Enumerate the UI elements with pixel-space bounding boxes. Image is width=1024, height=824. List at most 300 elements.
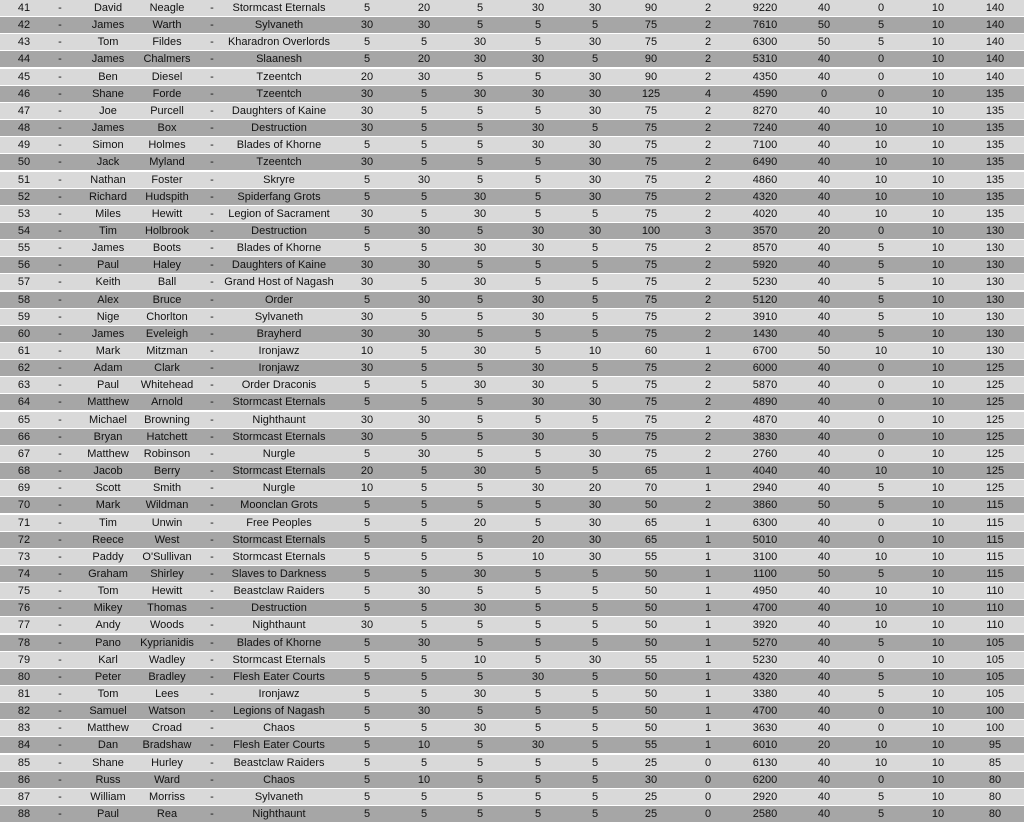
cell-bonus2: 0	[877, 533, 885, 546]
cell-score: 130	[985, 310, 1005, 323]
cell-dash1: -	[58, 242, 62, 255]
cell-points: 3830	[752, 430, 778, 443]
table-row	[0, 703, 1024, 720]
cell-c1: 5	[363, 756, 371, 769]
cell-c2: 5	[420, 139, 428, 152]
cell-c1: 5	[363, 567, 371, 580]
cell-c2: 5	[420, 756, 428, 769]
cell-bonus1: 40	[817, 482, 831, 495]
cell-c2: 5	[420, 653, 428, 666]
cell-wins: 2	[704, 327, 712, 340]
cell-rank: 52	[17, 190, 31, 203]
cell-c1: 5	[363, 516, 371, 529]
cell-c4: 5	[534, 190, 542, 203]
cell-faction: Flesh Eater Courts	[233, 739, 325, 752]
cell-bonus3: 10	[931, 516, 945, 529]
cell-score: 115	[986, 550, 1004, 563]
table-row	[0, 51, 1024, 68]
cell-score: 125	[985, 465, 1005, 478]
cell-last-name: Hatchett	[146, 430, 188, 443]
cell-c5: 30	[588, 156, 602, 169]
cell-rank: 64	[17, 396, 31, 409]
cell-points: 6200	[752, 773, 778, 786]
table-row	[0, 789, 1024, 806]
cell-c3: 5	[476, 259, 484, 272]
cell-bonus2: 5	[877, 688, 885, 700]
cell-bonus3: 10	[931, 773, 945, 786]
cell-first-name: Shane	[92, 756, 124, 769]
cell-points: 4700	[752, 602, 778, 615]
cell-dash2: -	[210, 739, 214, 752]
cell-c4: 30	[531, 139, 545, 152]
cell-c2: 30	[417, 413, 431, 426]
cell-c1: 5	[363, 550, 371, 563]
cell-bonus2: 0	[877, 773, 885, 786]
cell-c3: 5	[476, 104, 484, 117]
cell-last-name: Haley	[152, 259, 182, 272]
cell-first-name: Richard	[89, 190, 127, 203]
cell-c4: 5	[534, 413, 542, 426]
cell-total: 55	[644, 550, 658, 563]
cell-points: 4320	[752, 190, 778, 203]
cell-c4: 5	[534, 156, 542, 169]
cell-first-name: Matthew	[87, 447, 129, 460]
cell-wins: 2	[704, 173, 712, 186]
cell-total: 25	[644, 790, 658, 803]
cell-first-name: Miles	[95, 207, 121, 220]
cell-total: 65	[644, 533, 658, 546]
cell-c1: 5	[363, 173, 371, 186]
cell-dash2: -	[210, 224, 214, 237]
cell-rank: 48	[17, 122, 31, 135]
cell-dash2: -	[210, 36, 214, 49]
cell-last-name: Robinson	[143, 447, 191, 460]
cell-dash2: -	[210, 53, 214, 66]
cell-score: 125	[985, 430, 1005, 443]
cell-dash2: -	[210, 19, 214, 32]
cell-score: 130	[985, 259, 1005, 272]
cell-total: 65	[644, 516, 658, 529]
cell-bonus1: 40	[817, 139, 831, 152]
cell-score: 135	[985, 173, 1005, 186]
cell-bonus2: 0	[877, 447, 885, 460]
cell-last-name: Arnold	[151, 396, 183, 409]
table-row	[0, 17, 1024, 34]
cell-bonus3: 10	[931, 653, 945, 666]
cell-bonus3: 10	[931, 705, 945, 718]
cell-score: 130	[985, 276, 1005, 289]
cell-points: 4870	[752, 413, 778, 426]
table-row	[0, 326, 1024, 343]
cell-rank: 88	[17, 808, 31, 821]
cell-c3: 5	[476, 739, 484, 752]
cell-bonus1: 40	[817, 259, 831, 272]
cell-c2: 5	[420, 207, 428, 220]
cell-first-name: William	[90, 790, 126, 803]
cell-dash1: -	[58, 447, 62, 460]
cell-c2: 30	[417, 70, 431, 83]
cell-points: 5230	[752, 276, 778, 289]
cell-c5: 30	[588, 190, 602, 203]
cell-c5: 30	[588, 653, 602, 666]
cell-c4: 30	[531, 362, 545, 375]
cell-c1: 5	[363, 688, 371, 700]
cell-bonus1: 40	[817, 636, 831, 649]
cell-c5: 5	[591, 739, 599, 752]
cell-faction: Slaves to Darkness	[231, 567, 327, 580]
cell-wins: 2	[704, 2, 712, 14]
cell-bonus2: 10	[874, 602, 888, 615]
cell-c2: 5	[420, 465, 428, 478]
cell-c5: 5	[591, 362, 599, 375]
cell-c2: 30	[417, 585, 431, 598]
cell-c4: 5	[534, 70, 542, 83]
cell-rank: 41	[17, 2, 31, 14]
cell-faction: Tzeentch	[256, 156, 302, 169]
cell-points: 6300	[752, 516, 778, 529]
cell-bonus2: 0	[877, 413, 885, 426]
cell-c2: 5	[420, 242, 428, 255]
cell-score: 135	[985, 190, 1005, 203]
cell-total: 75	[644, 379, 658, 392]
cell-c5: 5	[591, 567, 599, 580]
cell-total: 75	[644, 413, 658, 426]
cell-dash2: -	[210, 379, 214, 392]
cell-dash1: -	[58, 413, 62, 426]
cell-c3: 30	[473, 722, 487, 735]
cell-c3: 5	[476, 156, 484, 169]
cell-dash1: -	[58, 87, 62, 100]
cell-last-name: Morriss	[148, 790, 186, 803]
cell-total: 50	[644, 636, 658, 649]
cell-score: 115	[986, 516, 1004, 529]
cell-total: 50	[644, 567, 658, 580]
cell-faction: Stormcast Eternals	[232, 396, 326, 409]
cell-bonus3: 10	[931, 19, 945, 32]
cell-bonus1: 0	[820, 87, 828, 100]
cell-dash2: -	[210, 310, 214, 323]
cell-c5: 30	[588, 87, 602, 100]
cell-dash1: -	[58, 790, 62, 803]
cell-total: 50	[644, 705, 658, 718]
cell-bonus1: 40	[817, 156, 831, 169]
cell-c1: 10	[360, 482, 374, 495]
cell-c5: 5	[591, 207, 599, 220]
cell-wins: 1	[704, 722, 712, 735]
cell-first-name: Paul	[96, 379, 120, 392]
cell-c3: 5	[476, 670, 484, 683]
table-row	[0, 463, 1024, 480]
cell-last-name: Wildman	[145, 499, 189, 512]
cell-bonus1: 40	[817, 122, 831, 135]
cell-c3: 30	[473, 53, 487, 66]
cell-rank: 62	[17, 362, 31, 375]
table-row	[0, 566, 1024, 583]
cell-last-name: Eveleigh	[145, 327, 189, 340]
cell-c3: 30	[473, 602, 487, 615]
cell-bonus1: 40	[817, 447, 831, 460]
cell-bonus3: 10	[931, 602, 945, 615]
cell-bonus2: 5	[877, 482, 885, 495]
cell-c2: 5	[420, 104, 428, 117]
cell-bonus1: 40	[817, 756, 831, 769]
cell-dash1: -	[58, 345, 62, 357]
cell-c3: 5	[476, 2, 484, 14]
cell-c4: 5	[534, 207, 542, 220]
cell-bonus2: 10	[874, 585, 888, 598]
cell-c1: 30	[360, 413, 374, 426]
cell-c4: 30	[531, 396, 545, 409]
cell-score: 100	[985, 722, 1005, 735]
cell-c2: 30	[417, 636, 431, 649]
cell-bonus1: 40	[817, 705, 831, 718]
cell-total: 55	[644, 739, 658, 752]
cell-c1: 5	[363, 190, 371, 203]
cell-points: 4590	[752, 87, 778, 100]
cell-score: 80	[988, 773, 1002, 786]
cell-wins: 2	[704, 259, 712, 272]
cell-score: 140	[985, 53, 1005, 66]
cell-dash2: -	[210, 190, 214, 203]
cell-dash1: -	[58, 482, 62, 495]
cell-first-name: Reece	[92, 533, 124, 546]
cell-last-name: Lees	[155, 688, 179, 700]
cell-faction: Ironjawz	[258, 362, 300, 375]
cell-c5: 30	[588, 2, 602, 14]
cell-c4: 5	[534, 653, 542, 666]
cell-c4: 5	[534, 327, 542, 340]
cell-bonus1: 20	[817, 224, 831, 237]
cell-wins: 2	[704, 70, 712, 83]
cell-rank: 73	[17, 550, 31, 563]
cell-wins: 0	[704, 756, 712, 769]
cell-points: 5120	[752, 293, 778, 306]
cell-faction: Sylvaneth	[254, 19, 304, 32]
table-row	[0, 86, 1024, 103]
cell-points: 7610	[752, 19, 778, 32]
cell-bonus2: 10	[874, 156, 888, 169]
cell-points: 8570	[752, 242, 778, 255]
cell-c3: 30	[473, 276, 487, 289]
cell-c1: 20	[360, 465, 374, 478]
cell-points: 3630	[752, 722, 778, 735]
cell-c4: 30	[531, 670, 545, 683]
cell-c5: 5	[591, 808, 599, 821]
cell-faction: Stormcast Eternals	[232, 430, 326, 443]
cell-c1: 5	[363, 773, 371, 786]
cell-bonus1: 40	[817, 310, 831, 323]
cell-dash1: -	[58, 2, 62, 14]
cell-wins: 1	[704, 533, 712, 546]
cell-rank: 72	[17, 533, 31, 546]
cell-wins: 2	[704, 122, 712, 135]
cell-c3: 5	[476, 430, 484, 443]
cell-first-name: Mikey	[93, 602, 123, 615]
cell-bonus3: 10	[931, 190, 945, 203]
cell-last-name: O'Sullivan	[142, 550, 192, 563]
cell-c1: 5	[363, 670, 371, 683]
cell-wins: 1	[704, 653, 712, 666]
cell-c1: 5	[363, 53, 371, 66]
cell-points: 3570	[752, 224, 778, 237]
cell-last-name: Hewitt	[151, 207, 183, 220]
cell-bonus3: 10	[931, 36, 945, 49]
cell-dash2: -	[210, 567, 214, 580]
cell-bonus3: 10	[931, 310, 945, 323]
cell-c5: 20	[588, 482, 602, 495]
cell-faction: Free Peoples	[246, 516, 312, 529]
cell-points: 2920	[752, 790, 778, 803]
cell-c4: 30	[531, 739, 545, 752]
cell-bonus1: 40	[817, 516, 831, 529]
cell-bonus3: 10	[931, 756, 945, 769]
cell-bonus3: 10	[931, 293, 945, 306]
cell-c3: 5	[476, 756, 484, 769]
cell-rank: 53	[17, 207, 31, 220]
cell-c1: 5	[363, 790, 371, 803]
cell-c3: 30	[473, 379, 487, 392]
cell-dash2: -	[210, 602, 214, 615]
cell-faction: Slaanesh	[256, 53, 302, 66]
cell-wins: 1	[704, 465, 712, 478]
cell-c2: 30	[417, 259, 431, 272]
cell-total: 25	[644, 808, 658, 821]
cell-dash2: -	[210, 705, 214, 718]
cell-bonus2: 0	[877, 53, 885, 66]
cell-dash2: -	[210, 499, 214, 512]
cell-wins: 1	[704, 602, 712, 615]
cell-c5: 5	[591, 585, 599, 598]
cell-c3: 30	[473, 87, 487, 100]
cell-bonus2: 5	[877, 790, 885, 803]
cell-c5: 30	[588, 396, 602, 409]
cell-c5: 5	[591, 276, 599, 289]
cell-c2: 5	[420, 36, 428, 49]
cell-total: 75	[644, 259, 658, 272]
cell-score: 140	[985, 2, 1005, 14]
cell-first-name: James	[91, 327, 125, 340]
cell-score: 140	[985, 36, 1005, 49]
cell-bonus1: 40	[817, 276, 831, 289]
cell-last-name: Bradley	[148, 670, 186, 683]
cell-c3: 30	[473, 242, 487, 255]
cell-c5: 5	[591, 53, 599, 66]
cell-c3: 30	[473, 688, 487, 700]
cell-c1: 30	[360, 122, 374, 135]
cell-dash2: -	[210, 345, 214, 357]
cell-points: 4700	[752, 705, 778, 718]
cell-faction: Blades of Khorne	[236, 242, 322, 255]
cell-dash2: -	[210, 362, 214, 375]
cell-rank: 57	[17, 276, 31, 289]
cell-total: 50	[644, 670, 658, 683]
cell-c1: 5	[363, 293, 371, 306]
cell-dash1: -	[58, 293, 62, 306]
cell-points: 1100	[753, 567, 777, 580]
cell-points: 4950	[752, 585, 778, 598]
cell-first-name: Matthew	[87, 722, 129, 735]
cell-faction: Skryre	[263, 173, 295, 186]
cell-dash2: -	[210, 722, 214, 735]
cell-wins: 2	[704, 36, 712, 49]
cell-score: 125	[985, 379, 1005, 392]
cell-total: 25	[644, 756, 658, 769]
table-row	[0, 120, 1024, 137]
cell-c2: 5	[420, 87, 428, 100]
cell-bonus2: 0	[877, 2, 885, 14]
cell-rank: 47	[17, 104, 31, 117]
cell-bonus2: 0	[877, 362, 885, 375]
cell-dash1: -	[58, 533, 62, 546]
table-row	[0, 257, 1024, 274]
cell-total: 75	[644, 310, 658, 323]
cell-dash2: -	[210, 156, 214, 169]
cell-bonus3: 10	[931, 327, 945, 340]
cell-points: 2580	[752, 808, 778, 821]
cell-c2: 5	[420, 482, 428, 495]
cell-faction: Ironjawz	[258, 345, 300, 357]
cell-c4: 5	[534, 688, 542, 700]
cell-c5: 5	[591, 670, 599, 683]
cell-c1: 30	[360, 104, 374, 117]
cell-faction: Legions of Nagash	[233, 705, 325, 718]
table-row	[0, 669, 1024, 686]
cell-c1: 5	[363, 722, 371, 735]
cell-bonus3: 10	[931, 104, 945, 117]
cell-c4: 5	[534, 259, 542, 272]
cell-score: 80	[988, 790, 1002, 803]
cell-bonus2: 10	[874, 122, 888, 135]
cell-c5: 5	[591, 19, 599, 32]
cell-c1: 5	[363, 533, 371, 546]
cell-points: 4320	[752, 670, 778, 683]
cell-c3: 5	[476, 396, 484, 409]
table-row	[0, 0, 1024, 17]
cell-c1: 30	[360, 619, 374, 632]
cell-bonus2: 5	[877, 293, 885, 306]
cell-rank: 77	[17, 619, 31, 632]
cell-c2: 5	[420, 122, 428, 135]
cell-first-name: Peter	[94, 670, 122, 683]
cell-bonus3: 10	[931, 156, 945, 169]
cell-first-name: Andy	[95, 619, 121, 632]
table-row	[0, 635, 1024, 652]
cell-last-name: Hudspith	[145, 190, 189, 203]
cell-c5: 5	[591, 413, 599, 426]
cell-bonus1: 40	[817, 550, 831, 563]
cell-bonus2: 0	[877, 722, 885, 735]
cell-bonus3: 10	[931, 430, 945, 443]
cell-c3: 5	[476, 362, 484, 375]
cell-bonus2: 0	[877, 516, 885, 529]
cell-score: 130	[985, 327, 1005, 340]
cell-c4: 30	[531, 482, 545, 495]
cell-score: 110	[986, 602, 1004, 615]
cell-first-name: Keith	[95, 276, 121, 289]
cell-bonus1: 40	[817, 2, 831, 14]
cell-first-name: James	[91, 53, 125, 66]
cell-c4: 5	[534, 173, 542, 186]
cell-dash1: -	[58, 70, 62, 83]
cell-points: 5230	[752, 653, 778, 666]
cell-faction: Daughters of Kaine	[231, 104, 327, 117]
cell-points: 6000	[752, 362, 778, 375]
cell-total: 90	[644, 53, 658, 66]
cell-bonus3: 10	[931, 2, 945, 14]
cell-wins: 2	[704, 104, 712, 117]
table-row	[0, 394, 1024, 411]
cell-dash1: -	[58, 670, 62, 683]
